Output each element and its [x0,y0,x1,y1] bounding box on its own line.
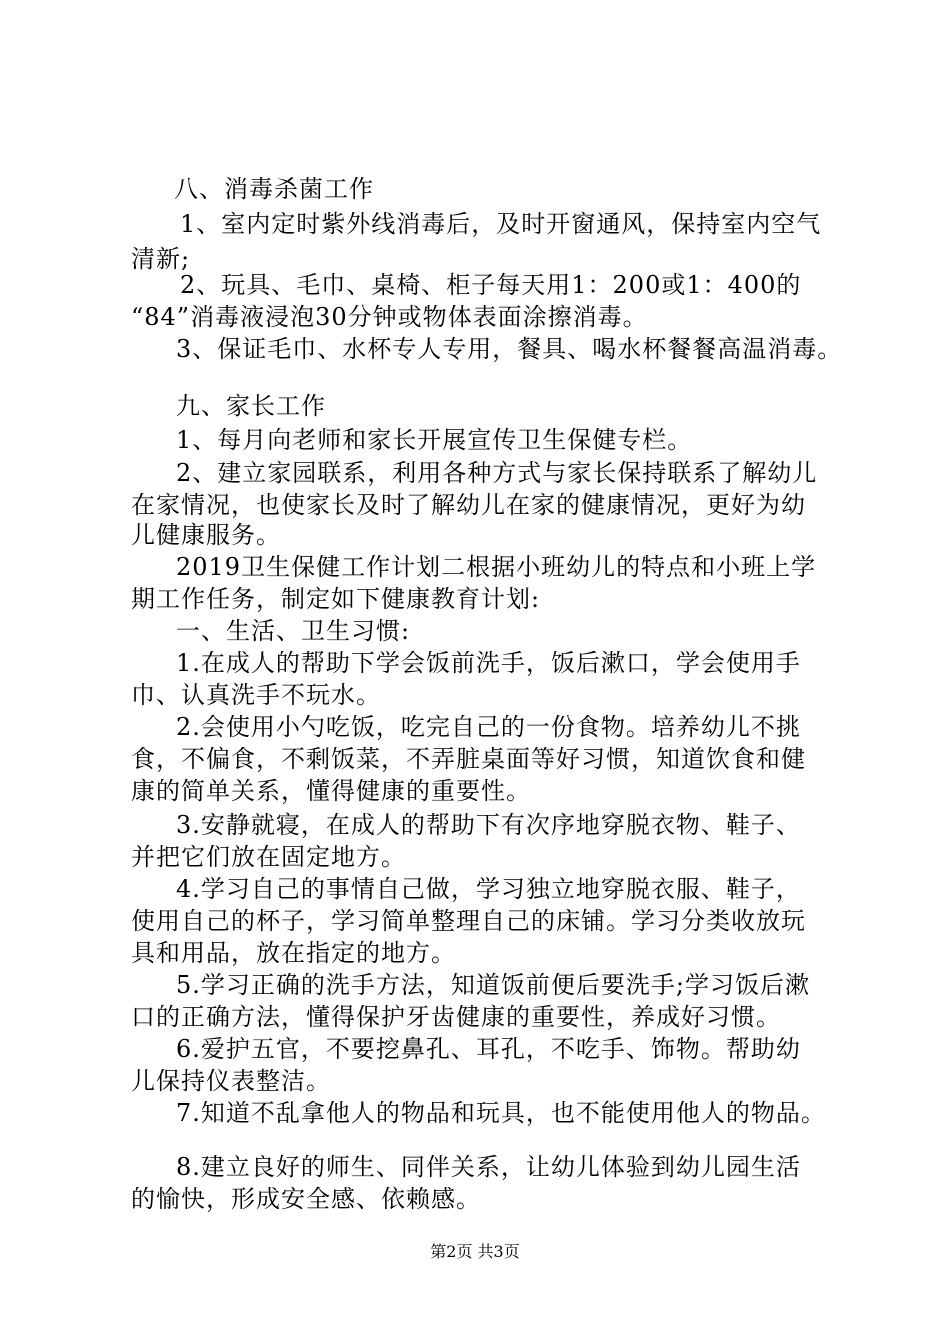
paragraph-line: 具和用品，放在指定的地方。 [131,939,456,967]
paragraph-line: 3.安静就寝，在成人的帮助下有次序地穿脱衣物、鞋子、 [176,811,801,839]
paragraph-line: 7.知道不乱拿他人的物品和玩具，也不能使用他人的物品。 [176,1099,826,1127]
paragraph-line: 康的简单关系，懂得健康的重要性。 [131,777,531,805]
paragraph-line: 口的正确方法，懂得保护牙齿健康的重要性，养成好习惯。 [131,1003,781,1031]
paragraph-line: 期工作任务，制定如下健康教育计划: [131,585,541,613]
paragraph-line: 的愉快，形成安全感、依赖感。 [131,1185,481,1213]
paragraph-line: 巾、认真洗手不玩水。 [131,681,381,709]
paragraph-line: 在家情况，也使家长及时了解幼儿在家的健康情况，更好为幼 [131,491,806,519]
paragraph-line: 食，不偏食，不剩饭菜，不弄脏桌面等好习惯，知道饮食和健 [131,745,806,773]
section-heading-habits: 一、生活、卫生习惯: [176,617,411,645]
paragraph-line: 儿健康服务。 [131,521,281,549]
paragraph-line: 2、建立家园联系，利用各种方式与家长保持联系了解幼儿 [176,459,818,487]
paragraph-line: 5.学习正确的洗手方法，知道饭前便后要洗手;学习饭后漱 [176,971,810,999]
paragraph-line: 4.学习自己的事情自己做，学习独立地穿脱衣服、鞋子， [176,875,801,903]
paragraph-line: 6.爱护五官，不要挖鼻孔、耳孔，不吃手、饰物。帮助幼 [176,1035,801,1063]
paragraph-line: 1、每月向老师和家长开展宣传卫生保健专栏。 [176,426,693,454]
page-number-footer: 第2页 共3页 [430,1242,520,1261]
paragraph-line: 2、玩具、毛巾、桌椅、柜子每天用1：200或1：400的 [180,271,802,299]
paragraph-line: 2.会使用小勺吃饭，吃完自己的一份食物。培养幼儿不挑 [176,713,801,741]
section-heading-disinfection: 八、消毒杀菌工作 [174,175,374,203]
paragraph-line: 1.在成人的帮助下学会饭前洗手，饭后漱口，学会使用手 [176,649,801,677]
paragraph-line: 1、室内定时紫外线消毒后，及时开窗通风，保持室内空气 [180,210,822,238]
paragraph-line: 儿保持仪表整洁。 [131,1067,331,1095]
section-heading-parents: 九、家长工作 [176,392,326,420]
paragraph-line: 并把它们放在固定地方。 [131,843,406,871]
paragraph-line: 8.建立良好的师生、同伴关系，让幼儿体验到幼儿园生活 [176,1153,801,1181]
paragraph-line: “84”消毒液浸泡30分钟或物体表面涂擦消毒。 [131,303,648,331]
paragraph-line: 2019卫生保健工作计划二根据小班幼儿的特点和小班上学 [176,553,817,581]
paragraph-line: 使用自己的杯子，学习简单整理自己的床铺。学习分类收放玩 [131,907,806,935]
paragraph-line: 3、保证毛巾、水杯专人专用，餐具、喝水杯餐餐高温消毒。 [176,335,843,363]
paragraph-line: 清新; [131,245,191,273]
